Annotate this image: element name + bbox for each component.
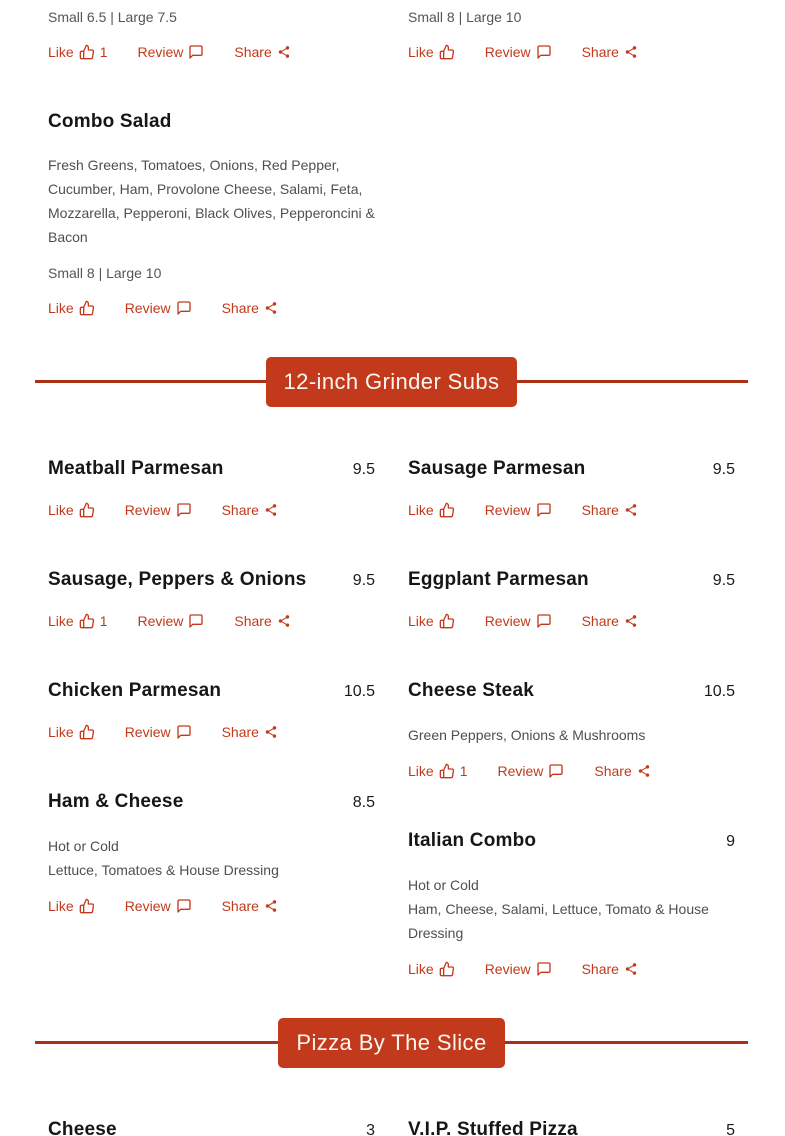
comment-icon	[188, 613, 204, 629]
comment-icon	[176, 724, 192, 740]
size-price: Small 8 | Large 10	[408, 9, 522, 25]
share-label: Share	[234, 613, 272, 629]
review-label: Review	[137, 613, 184, 629]
thumbs-up-icon	[439, 502, 455, 518]
description-line: Ham, Cheese, Salami, Lettuce, Tomato & House Dressing	[408, 901, 709, 941]
review-label: Review	[124, 724, 171, 740]
right-column	[408, 457, 735, 978]
item-title: Eggplant Parmesan	[408, 569, 589, 590]
share-button[interactable]	[234, 612, 290, 630]
item-title-row	[408, 568, 735, 593]
item-actions	[48, 43, 375, 61]
item-title-row	[48, 568, 375, 593]
share-label: Share	[594, 763, 632, 779]
comment-icon	[176, 502, 192, 518]
like-button[interactable]	[48, 612, 107, 630]
item-title-row	[48, 457, 375, 482]
review-button[interactable]	[137, 43, 204, 61]
share-button[interactable]	[222, 897, 278, 915]
share-label: Share	[221, 502, 259, 518]
like-count: 1	[99, 613, 108, 629]
item-actions	[48, 299, 375, 317]
item-title-row	[48, 110, 375, 134]
item-title: Cheese	[48, 1119, 117, 1136]
share-label: Share	[581, 502, 619, 518]
menu-item	[408, 568, 735, 630]
like-button[interactable]	[408, 501, 455, 519]
item-price: 10.5	[703, 683, 735, 700]
size-price: Small 8 | Large 10	[48, 265, 162, 281]
menu-item	[408, 8, 735, 61]
review-button[interactable]	[485, 960, 552, 978]
share-button[interactable]	[222, 501, 278, 519]
item-title: Meatball Parmesan	[48, 458, 224, 479]
item-title: Sausage, Peppers & Onions	[48, 569, 307, 590]
grinders-columns	[48, 457, 735, 978]
item-actions	[408, 612, 735, 630]
item-price: 9.5	[712, 461, 735, 478]
like-label: Like	[48, 898, 74, 914]
menu-item	[408, 829, 735, 978]
comment-icon	[536, 44, 552, 60]
like-button[interactable]	[408, 960, 455, 978]
section-badge: 12-inch Grinder Subs	[266, 357, 518, 407]
menu-item	[48, 568, 375, 630]
thumbs-up-icon	[79, 613, 95, 629]
item-title-row	[408, 457, 735, 482]
share-label: Share	[581, 961, 619, 977]
thumbs-up-icon	[439, 961, 455, 977]
left-column	[48, 1118, 375, 1136]
section-header	[35, 1018, 748, 1068]
comment-icon	[176, 300, 192, 316]
like-label: Like	[408, 961, 434, 977]
item-price: 10.5	[343, 683, 375, 700]
share-button[interactable]	[582, 612, 638, 630]
review-label: Review	[484, 613, 531, 629]
like-button[interactable]	[408, 612, 455, 630]
share-button[interactable]	[222, 723, 278, 741]
menu-item	[48, 1118, 375, 1136]
like-button[interactable]	[48, 897, 95, 915]
item-actions	[48, 723, 375, 741]
like-label: Like	[48, 300, 74, 316]
item-title-row	[408, 829, 735, 854]
thumbs-up-icon	[79, 502, 95, 518]
description-line: Hot or Cold	[48, 838, 119, 854]
review-button[interactable]	[125, 723, 192, 741]
item-title-row	[48, 790, 375, 815]
like-label: Like	[48, 724, 74, 740]
like-label: Like	[48, 44, 74, 60]
like-button[interactable]	[48, 43, 107, 61]
item-title-row	[408, 1118, 735, 1136]
review-label: Review	[124, 300, 171, 316]
menu-item	[408, 1118, 735, 1136]
top-section-columns	[48, 8, 735, 317]
description-line: Green Peppers, Onions & Mushrooms	[408, 727, 646, 743]
share-icon	[277, 45, 291, 59]
description-line: Lettuce, Tomatoes & House Dressing	[48, 862, 279, 878]
review-button[interactable]	[485, 43, 552, 61]
share-icon	[264, 503, 278, 517]
review-button[interactable]	[125, 299, 192, 317]
item-title-row	[408, 679, 735, 704]
item-title: V.I.P. Stuffed Pizza	[408, 1119, 578, 1136]
thumbs-up-icon	[439, 44, 455, 60]
share-label: Share	[221, 898, 259, 914]
item-description	[48, 153, 375, 249]
share-icon	[264, 899, 278, 913]
pizza-slice-columns	[48, 1118, 735, 1136]
item-actions	[408, 501, 735, 519]
review-label: Review	[484, 44, 531, 60]
item-price: 9.5	[352, 461, 375, 478]
left-column	[48, 8, 375, 317]
menu-item	[48, 790, 375, 915]
menu-item	[408, 457, 735, 519]
thumbs-up-icon	[79, 44, 95, 60]
like-button[interactable]	[48, 501, 95, 519]
share-label: Share	[581, 613, 619, 629]
item-description	[48, 834, 375, 882]
comment-icon	[176, 898, 192, 914]
like-button[interactable]	[408, 762, 467, 780]
item-actions	[48, 612, 375, 630]
review-label: Review	[484, 961, 531, 977]
section-badge: Pizza By The Slice	[278, 1018, 504, 1068]
size-price: Small 6.5 | Large 7.5	[48, 9, 177, 25]
description-line: Hot or Cold	[408, 877, 479, 893]
like-label: Like	[408, 44, 434, 60]
share-label: Share	[221, 724, 259, 740]
item-title: Sausage Parmesan	[408, 458, 586, 479]
share-icon	[624, 45, 638, 59]
comment-icon	[548, 763, 564, 779]
thumbs-up-icon	[79, 300, 95, 316]
like-label: Like	[48, 613, 74, 629]
review-label: Review	[124, 502, 171, 518]
review-button[interactable]	[137, 612, 204, 630]
like-label: Like	[408, 763, 434, 779]
item-actions	[408, 762, 735, 780]
item-title-row	[48, 679, 375, 704]
menu-item	[48, 679, 375, 741]
review-button[interactable]	[485, 612, 552, 630]
like-button[interactable]	[408, 43, 455, 61]
thumbs-up-icon	[79, 724, 95, 740]
thumbs-up-icon	[439, 613, 455, 629]
item-price: 9.5	[352, 572, 375, 589]
share-button[interactable]	[222, 299, 278, 317]
item-title: Chicken Parmesan	[48, 680, 222, 701]
comment-icon	[188, 44, 204, 60]
right-column	[408, 8, 735, 61]
share-button[interactable]	[582, 501, 638, 519]
review-label: Review	[124, 898, 171, 914]
share-label: Share	[234, 44, 272, 60]
item-description	[408, 873, 735, 945]
right-column	[408, 1118, 735, 1136]
item-price: 3	[366, 1122, 375, 1136]
menu-item	[48, 110, 375, 317]
share-icon	[277, 614, 291, 628]
review-label: Review	[497, 763, 544, 779]
share-label: Share	[221, 300, 259, 316]
item-actions	[48, 501, 375, 519]
review-label: Review	[484, 502, 531, 518]
like-label: Like	[408, 613, 434, 629]
like-count: 1	[459, 763, 468, 779]
item-title: Cheese Steak	[408, 680, 534, 701]
item-price: 9	[726, 833, 735, 850]
review-button[interactable]	[485, 501, 552, 519]
share-button[interactable]	[582, 960, 638, 978]
thumbs-up-icon	[79, 898, 95, 914]
item-title: Combo Salad	[48, 111, 172, 132]
share-label: Share	[581, 44, 619, 60]
comment-icon	[536, 961, 552, 977]
description-line: Fresh Greens, Tomatoes, Onions, Red Pepper, Cucumber, Ham, Provolone Cheese, Salami, Feta, Mozzarella, Pepperoni, Black Olives, Pepperoncini & Bacon	[48, 157, 375, 245]
like-button[interactable]	[48, 723, 95, 741]
review-button[interactable]	[497, 762, 564, 780]
item-description	[408, 723, 735, 747]
menu-item	[48, 8, 375, 61]
left-column	[48, 457, 375, 915]
item-title: Italian Combo	[408, 830, 537, 851]
item-actions	[408, 960, 735, 978]
review-button[interactable]	[125, 501, 192, 519]
share-button[interactable]	[594, 762, 650, 780]
share-button[interactable]	[582, 43, 638, 61]
share-button[interactable]	[234, 43, 290, 61]
item-price: 8.5	[352, 794, 375, 811]
item-price: 5	[726, 1122, 735, 1136]
menu-item	[48, 457, 375, 519]
like-label: Like	[408, 502, 434, 518]
share-icon	[264, 301, 278, 315]
comment-icon	[536, 502, 552, 518]
item-price: 9.5	[712, 572, 735, 589]
review-label: Review	[137, 44, 184, 60]
share-icon	[624, 503, 638, 517]
like-button[interactable]	[48, 299, 95, 317]
review-button[interactable]	[125, 897, 192, 915]
item-actions	[408, 43, 735, 61]
like-label: Like	[48, 502, 74, 518]
menu-item	[408, 679, 735, 780]
like-count: 1	[99, 44, 108, 60]
share-icon	[264, 725, 278, 739]
comment-icon	[536, 613, 552, 629]
item-title-row	[48, 1118, 375, 1136]
share-icon	[637, 764, 651, 778]
item-title: Ham & Cheese	[48, 791, 184, 812]
section-header	[35, 357, 748, 407]
share-icon	[624, 614, 638, 628]
thumbs-up-icon	[439, 763, 455, 779]
share-icon	[624, 962, 638, 976]
item-actions	[48, 897, 375, 915]
